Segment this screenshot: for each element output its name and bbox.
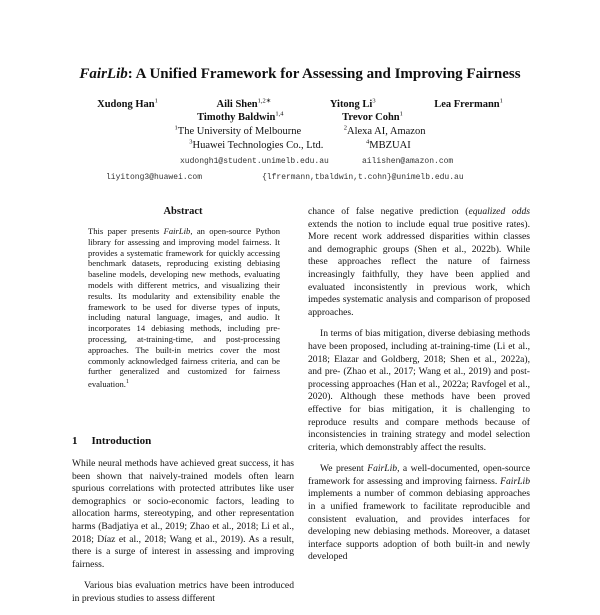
email-xudong: xudongh1@student.unimelb.edu.au xyxy=(180,157,329,166)
author: Xudong Han$^1$ xyxy=(97,97,158,110)
author: Aili Shen$^{1,2∗}$ xyxy=(216,97,272,110)
affiliation: $^3$Huawei Technologies Co., Ltd. xyxy=(189,138,324,151)
author-row-1 xyxy=(0,96,600,110)
affiliation-row-1 xyxy=(0,124,600,137)
right-paragraph-1: chance of false negative prediction (equalized odds extends the notion to include equal true positive rates). More recent work addressed disparities within classes and demographic groups (Shen et al., 2022b). While these approaches reflect the nature of fairness increasingly faithfully, they have been applied and evaluated inconsistently in previous work, which impedes systematic analysis and comparison of proposed approaches. xyxy=(308,206,530,318)
author: Trevor Cohn$^1$ xyxy=(342,110,403,123)
left-column-text xyxy=(72,458,294,615)
author-row-2 xyxy=(0,110,600,123)
affiliation-row-2 xyxy=(0,138,600,151)
right-paragraph-2: In terms of bias mitigation, diverse debiasing methods have been proposed, including at-training-time (Li et al., 2018; Elazar and Goldberg, 2018; Shen et al., 2022a), and pre- (Zhao et al., 2017; Wang et al., 2019) and post-processing approaches (Han et al., 2022a; Ravfogel et al., 2020). Although these methods have been proved effective for bias mitigation, it is challenging to reproduce results and compare methods because of inconsistencies in training strategy and model selection criteria, which demonstrably affect the results. xyxy=(308,328,530,453)
author: Timothy Baldwin$^{1,4}$ xyxy=(197,110,284,123)
intro-paragraph-1: While neural methods have achieved great success, it has been shown that naively-trained models often learn spurious correlations with protected attributes like user demographics or socio-economic factors, leading to allocation harms, stereotyping, and other representation harms (Badjatiya et al., 2019; Zhao et al., 2018; Li et al., 2018; Díaz et al., 2018; Wang et al., 2019). As a result, there is a surge of interest in assessing and improving fairness. xyxy=(72,458,294,570)
intro-paragraph-2: Various bias evaluation metrics have been introduced in previous studies to assess different xyxy=(72,580,294,604)
abstract-body: This paper presents FairLib, an open-source Python library for assessing and improving model fairness. It provides a systematic framework for quickly accessing benchmark datasets, reproducing existing debiasing baseline models, developing new methods, evaluating models with different metrics, and visualizing their results. Its modularity and extensibility enable the framework to be used for diverse types of inputs, including natural language, images, and audio. It incorporates 14 debiasing methods, including pre-processing, at-training-time, and post-processing approaches. The built-in metrics cover the most commonly acknowledged fairness criteria, and can be further generalized and customized for fairness evaluation.$^1$ xyxy=(88,226,280,390)
title-library-name: FairLib xyxy=(79,66,128,82)
email-aili: ailishen@amazon.com xyxy=(362,157,454,166)
author: Lea Frermann$^1$ xyxy=(434,97,503,110)
affiliation: $^2$Alexa AI, Amazon xyxy=(343,124,426,137)
section-heading-introduction: 1 Introduction xyxy=(72,435,152,447)
abstract-heading: Abstract xyxy=(163,206,203,217)
affiliation: $^4$MBZUAI xyxy=(366,138,411,151)
right-column-text xyxy=(308,206,530,573)
email-yitong: liyitong3@huawei.com xyxy=(106,173,203,182)
paper-title xyxy=(0,66,600,83)
email-unimelb-group: {lfrermann,tbaldwin,t.cohn}@unimelb.edu.au xyxy=(262,173,464,182)
right-paragraph-3: We present FairLib, a well-documented, open-source framework for assessing and improving fairness. FairLib implements a number of common debiasing approaches in a unified framework to facilitate reproducible and consistent evaluation, and provides interfaces for developing new debiasing methods. Moreover, a dataset interface supports adoption of both built-in and newly developed xyxy=(308,463,531,563)
affiliation: $^1$The University of Melbourne xyxy=(174,124,302,137)
title-rest: : A Unified Framework for Assessing and Improving Fairness xyxy=(127,66,521,82)
author: Yitong Li$^3$ xyxy=(329,97,376,110)
